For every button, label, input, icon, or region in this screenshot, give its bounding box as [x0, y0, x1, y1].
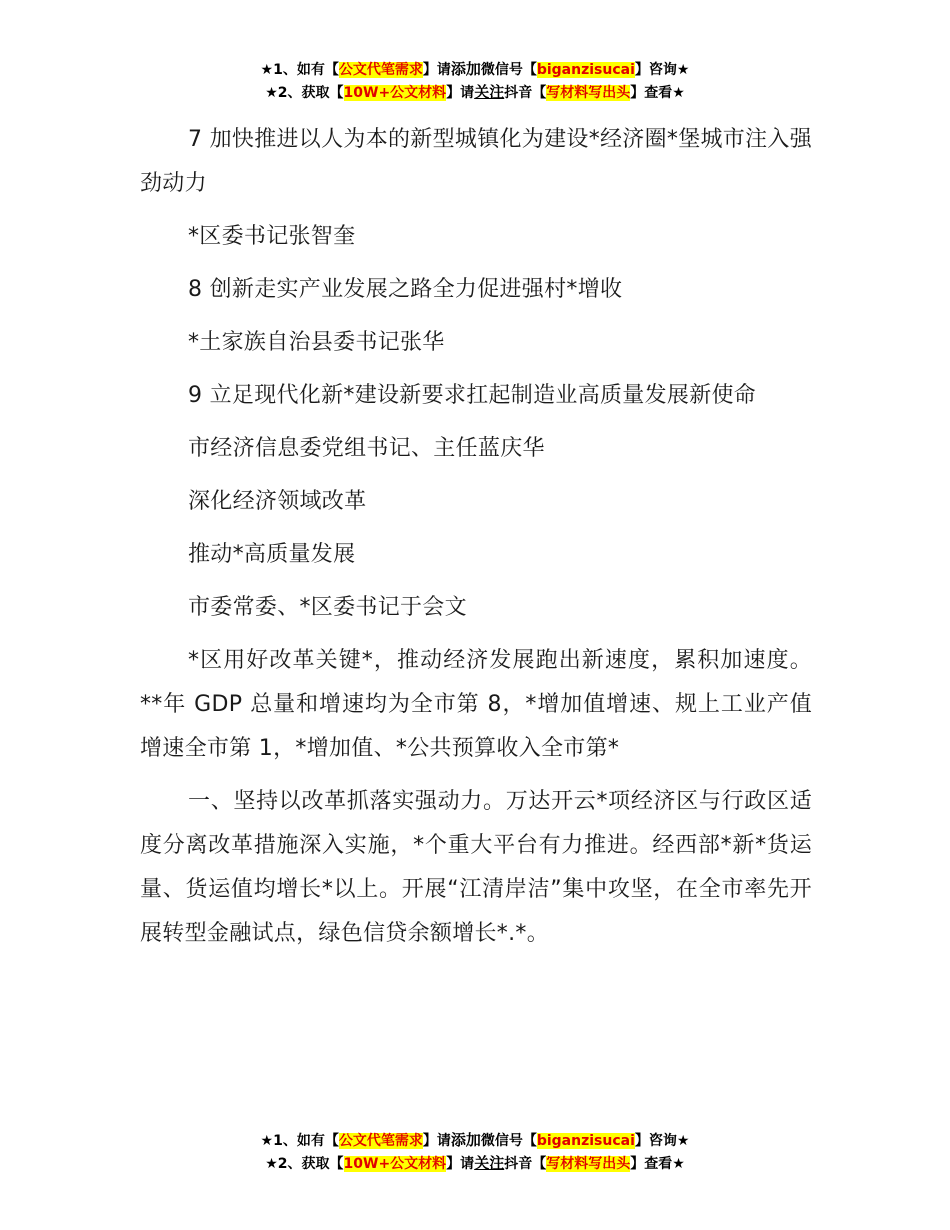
banner-emphasis: 添加	[450, 1131, 481, 1149]
banner-emphasis: 关注	[474, 1154, 505, 1172]
banner-highlight: 写材料写出头	[546, 85, 631, 101]
paragraph: 7 加快推进以人为本的新型城镇化为建设*经济圈*堡城市注入强劲动力	[140, 127, 812, 196]
banner-text: 】请	[422, 1133, 451, 1149]
banner-text: 】咨询★	[634, 1133, 690, 1149]
paragraph: 市委常委、*区委书记于会文	[188, 595, 467, 620]
banner-highlight: 10W+公文材料	[343, 85, 447, 101]
banner-text: 】请	[422, 62, 451, 78]
banner-emphasis: 关注	[474, 83, 505, 101]
banner-highlight: 10W+公文材料	[343, 1156, 447, 1172]
banner-highlight: biganzisucai	[536, 1133, 635, 1149]
banner-text: ★2、获取【	[265, 85, 344, 101]
banner-text: 】咨询★	[634, 62, 690, 78]
banner-text: 】查看★	[630, 85, 685, 101]
paragraph: 一、坚持以改革抓落实强动力。万达开云*项经济区与行政区适度分离改革措施深入实施，*个重大平台有力推进。经西部*新*货运量、货运值均增长*以上。开展“江清岸洁”集中攻坚，在全市率先开展转型金融试点，绿色信贷余额增长*.*。	[140, 789, 812, 946]
banner-text: ★2、获取【	[265, 1156, 344, 1172]
banner-line-2	[0, 81, 950, 104]
banner-line-2	[0, 1152, 950, 1175]
banner-text: ★1、如有【	[260, 1133, 339, 1149]
document-body	[140, 118, 812, 965]
banner-highlight: 公文代笔需求	[338, 62, 423, 78]
banner-text: 微信号【	[480, 62, 537, 78]
paragraph: 推动*高质量发展	[188, 542, 356, 567]
paragraph: *土家族自治县委书记张华	[188, 330, 445, 355]
banner-text: 抖音【	[504, 85, 547, 101]
paragraph: *区委书记张智奎	[188, 224, 356, 249]
footer-banner	[0, 1129, 950, 1175]
header-banner	[0, 58, 950, 104]
banner-text: 】查看★	[630, 1156, 685, 1172]
banner-text: ★1、如有【	[260, 62, 339, 78]
paragraph: 市经济信息委党组书记、主任蓝庆华	[188, 436, 545, 461]
banner-highlight: 公文代笔需求	[338, 1133, 423, 1149]
banner-text: 抖音【	[504, 1156, 547, 1172]
paragraph: *区用好改革关键*，推动经济发展跑出新速度，累积加速度。**年 GDP 总量和增速均为全市第 8，*增加值增速、规上工业产值增速全市第 1，*增加值、*公共预算收入全市第*	[140, 648, 812, 761]
banner-line-1	[0, 1129, 950, 1152]
banner-highlight: biganzisucai	[536, 62, 635, 78]
paragraph: 8 创新走实产业发展之路全力促进强村*增收	[188, 277, 623, 302]
paragraph: 深化经济领域改革	[188, 489, 367, 514]
paragraph: 9 立足现代化新*建设新要求扛起制造业高质量发展新使命	[188, 383, 757, 408]
banner-text: 】请	[446, 1156, 475, 1172]
banner-text: 微信号【	[480, 1133, 537, 1149]
banner-highlight: 写材料写出头	[546, 1156, 631, 1172]
banner-emphasis: 添加	[450, 60, 481, 78]
banner-line-1	[0, 58, 950, 81]
banner-text: 】请	[446, 85, 475, 101]
